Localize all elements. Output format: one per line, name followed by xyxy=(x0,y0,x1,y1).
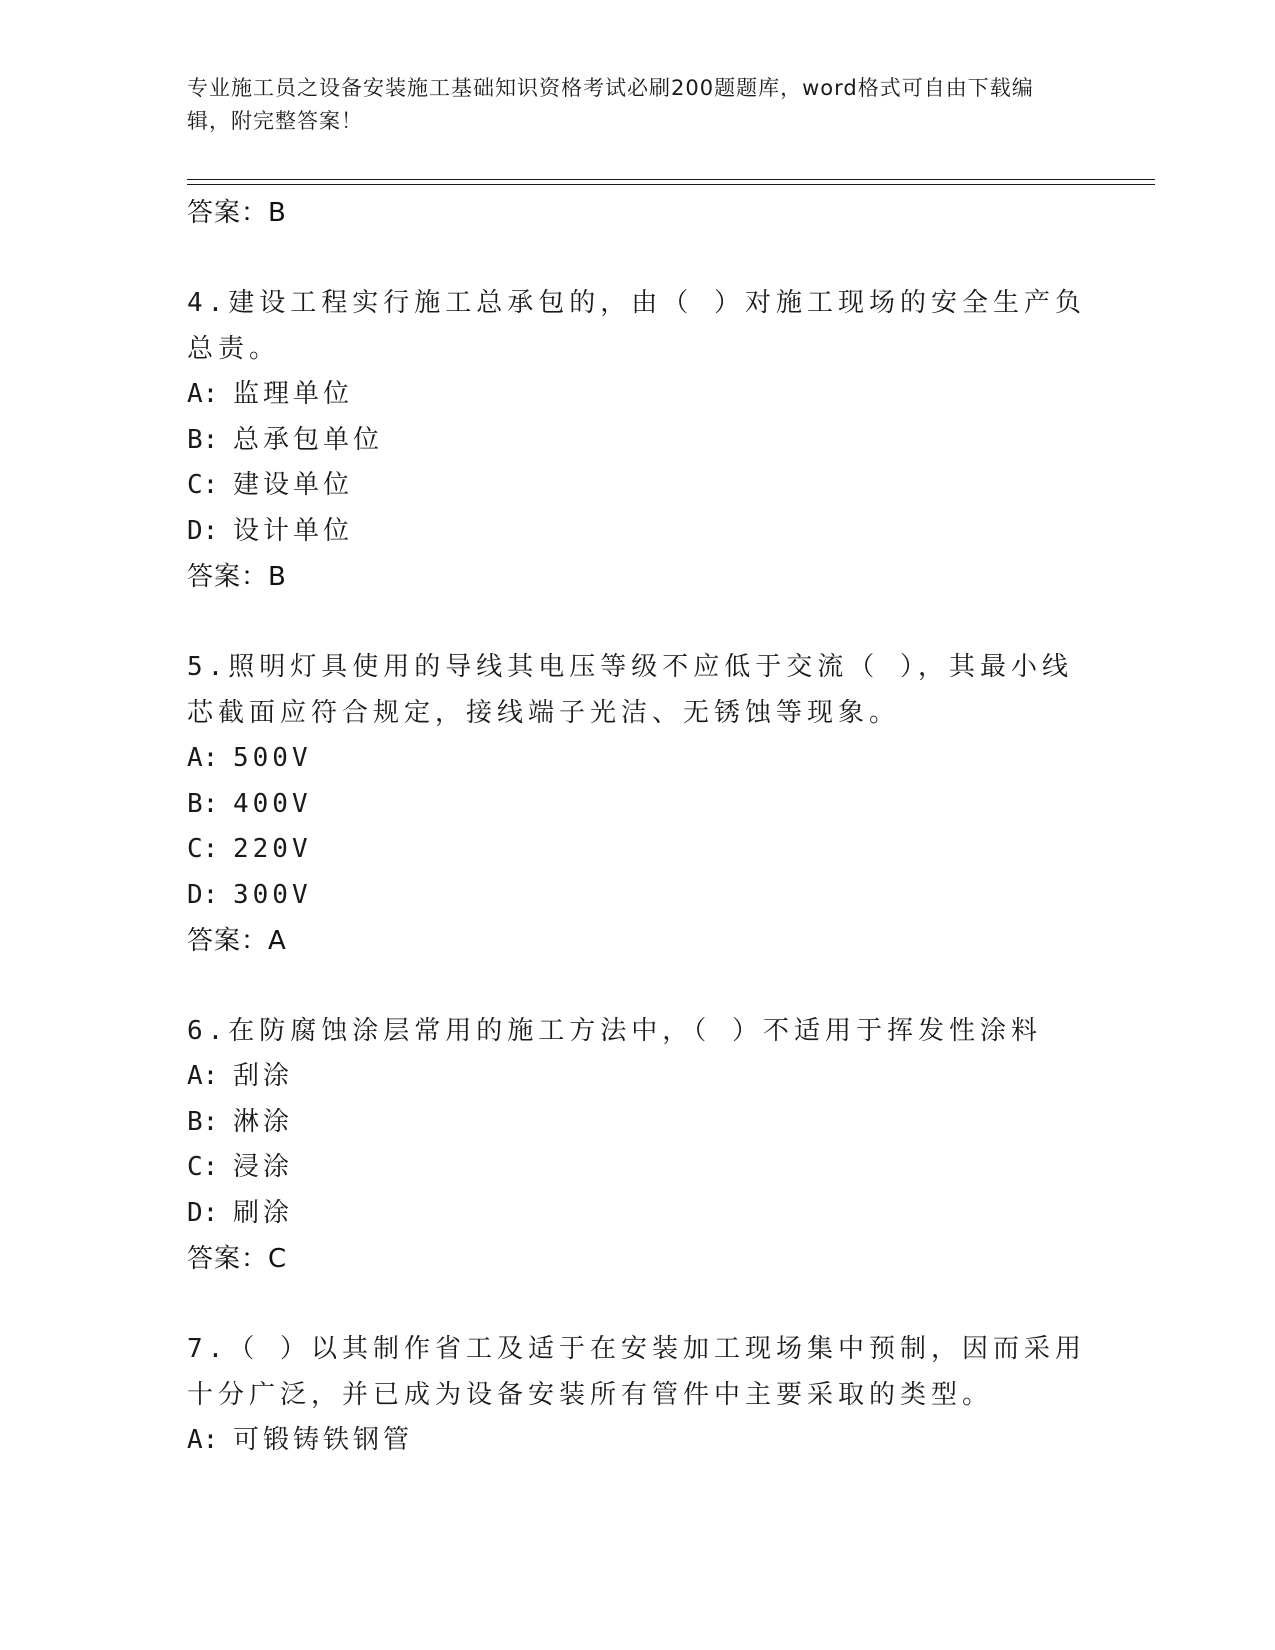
answer-line: 答案：B xyxy=(187,198,287,228)
option-label: B: xyxy=(187,1106,219,1137)
option-b xyxy=(187,1100,1087,1146)
option-label: B: xyxy=(187,788,219,819)
option-text: 400V xyxy=(233,788,312,819)
option-d xyxy=(187,509,1087,555)
option-label: D: xyxy=(187,1197,219,1228)
option-c xyxy=(187,827,1087,873)
option-a xyxy=(187,736,1087,782)
option-label: C: xyxy=(187,834,219,864)
option-text: 刷涂 xyxy=(233,1197,294,1228)
option-d xyxy=(187,873,1087,919)
option-text: 300V xyxy=(233,879,312,910)
answer-line: 答案：C xyxy=(187,1244,288,1274)
option-label: A: xyxy=(187,379,219,409)
option-text: 淋涂 xyxy=(233,1106,294,1137)
option-text: 总承包单位 xyxy=(233,424,384,455)
option-text: 建设单位 xyxy=(233,470,354,500)
option-text: 500V xyxy=(233,743,312,773)
option-label: A: xyxy=(187,743,219,773)
question-text: 5.照明灯具使用的导线其电压等级不应低于交流（ ），其最小线芯截面应符合规定，接线端子光洁、无锈蚀等现象。 xyxy=(187,652,1073,728)
option-c xyxy=(187,1145,1087,1191)
option-a xyxy=(187,1418,1087,1464)
option-text: 监理单位 xyxy=(233,379,354,409)
option-label: D: xyxy=(187,515,219,546)
header-divider-top xyxy=(187,179,1155,180)
option-label: A: xyxy=(187,1425,219,1455)
option-label: D: xyxy=(187,879,219,910)
option-d xyxy=(187,1191,1087,1237)
header-divider-bottom xyxy=(187,184,1155,185)
document-header: 专业施工员之设备安装施工基础知识资格考试必刷200题题库，word格式可自由下载编辑，附完整答案！ xyxy=(187,76,1034,133)
option-b xyxy=(187,782,1087,828)
question-text: 6.在防腐蚀涂层常用的施工方法中，（ ）不适用于挥发性涂料 xyxy=(187,1016,1042,1046)
answer-line: 答案：A xyxy=(187,926,287,956)
option-label: A: xyxy=(187,1061,219,1091)
option-label: B: xyxy=(187,424,219,455)
option-text: 刮涂 xyxy=(233,1061,294,1091)
option-text: 设计单位 xyxy=(233,515,354,546)
option-label: C: xyxy=(187,1152,219,1182)
option-a xyxy=(187,1054,1087,1100)
option-b xyxy=(187,418,1087,464)
option-a xyxy=(187,372,1087,418)
option-text: 浸涂 xyxy=(233,1152,294,1182)
option-c xyxy=(187,463,1087,509)
question-text: 7.（ ）以其制作省工及适于在安装加工现场集中预制，因而采用十分广泛，并已成为设备安装所有管件中主要采取的类型。 xyxy=(187,1334,1086,1410)
option-text: 220V xyxy=(233,834,312,864)
question-list xyxy=(187,190,1087,1464)
question-text: 4.建设工程实行施工总承包的，由（ ）对施工现场的安全生产负总责。 xyxy=(187,288,1086,364)
option-label: C: xyxy=(187,470,219,500)
answer-line: 答案：B xyxy=(187,562,287,592)
option-text: 可锻铸铁钢管 xyxy=(233,1425,414,1455)
